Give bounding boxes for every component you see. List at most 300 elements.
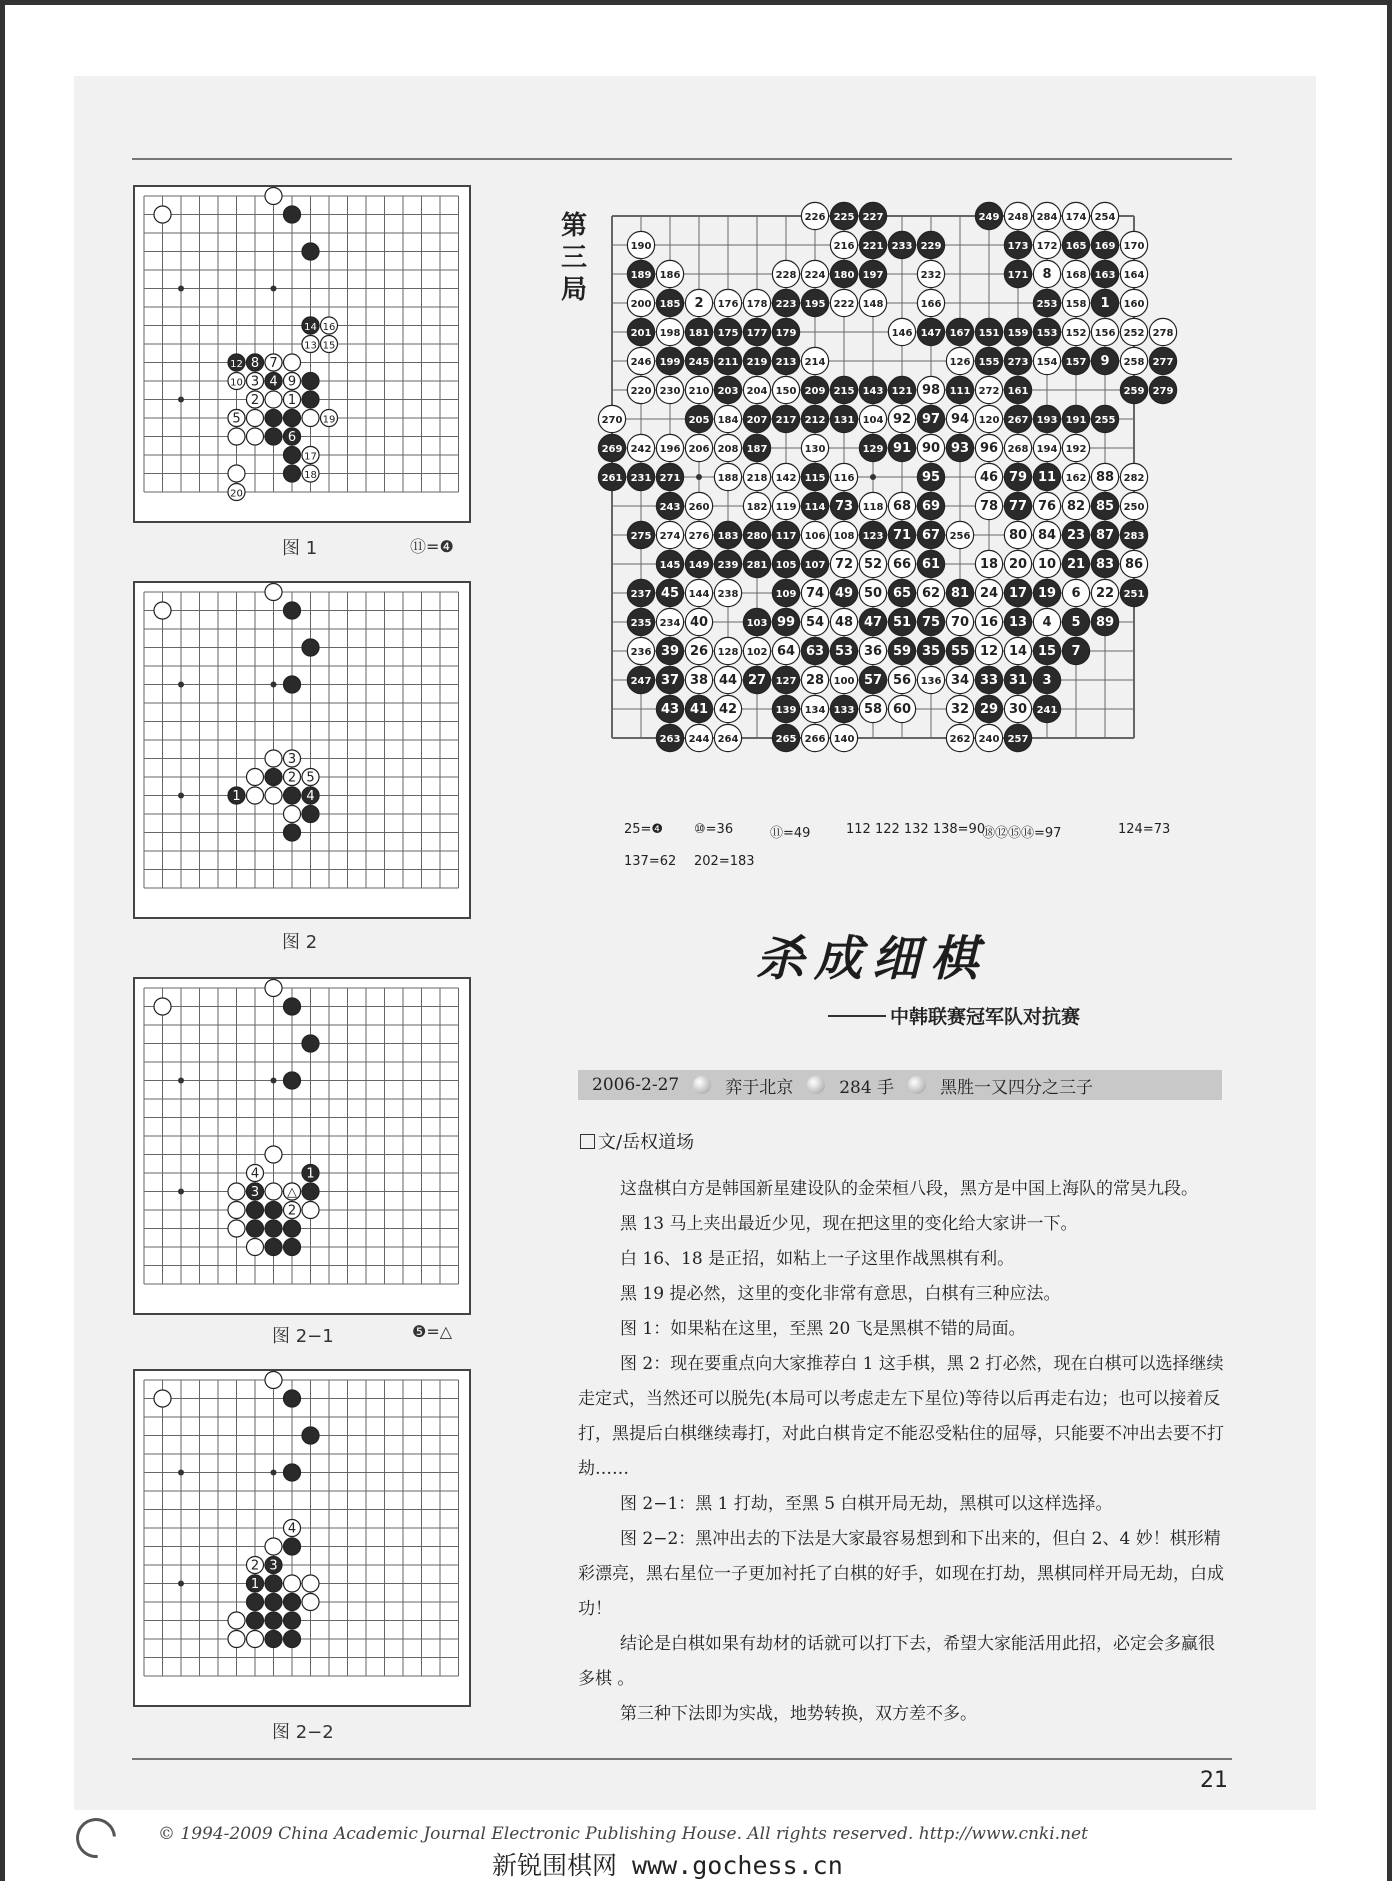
white-stone — [265, 1538, 282, 1555]
move-number: 158 — [1065, 299, 1087, 310]
black-stone — [283, 998, 300, 1015]
white-stone — [154, 602, 171, 619]
move-number: 5 — [1071, 615, 1081, 630]
move-number: 275 — [630, 531, 652, 542]
move-number: 241 — [1036, 705, 1058, 716]
move-number: 276 — [688, 531, 710, 542]
move-number: 1 — [1100, 296, 1110, 311]
article-subtitle: 中韩联赛冠军队对抗赛 — [890, 1006, 1081, 1028]
move-number: 98 — [921, 383, 941, 398]
move-number: 80 — [1008, 528, 1028, 543]
move-number: 8 — [1042, 267, 1052, 282]
black-stone — [302, 1183, 319, 1200]
header-rule — [132, 158, 1232, 160]
move-number: 206 — [688, 444, 710, 455]
move-number: 237 — [630, 589, 652, 600]
black-stone — [265, 1612, 282, 1629]
black-stone — [265, 1630, 282, 1647]
move-number: 2 — [250, 393, 260, 408]
move-number: 115 — [804, 473, 826, 484]
author-name: 文/岳权道场 — [598, 1132, 695, 1153]
move-number: 256 — [949, 531, 971, 542]
move-number: 185 — [659, 299, 681, 310]
move-number: 37 — [660, 673, 680, 688]
move-number: 131 — [833, 415, 855, 426]
author-line — [580, 1128, 694, 1154]
move-number: 184 — [717, 415, 739, 426]
game-note: 112 122 132 138=90 — [846, 822, 986, 837]
black-stone — [302, 1035, 319, 1052]
white-stone — [265, 1146, 282, 1163]
move-number: 236 — [630, 647, 652, 658]
move-number: 89 — [1095, 615, 1115, 630]
move-number: 203 — [717, 386, 739, 397]
move-number: 7 — [1071, 644, 1081, 659]
move-number: 46 — [979, 470, 999, 485]
move-number: 67 — [921, 528, 941, 543]
bullet-dot-icon — [908, 1076, 926, 1094]
move-number: 145 — [659, 560, 681, 571]
move-number: 54 — [805, 615, 825, 630]
move-number: 43 — [660, 702, 680, 717]
move-number: 84 — [1037, 528, 1057, 543]
move-number: 17 — [304, 451, 317, 463]
move-number: 6 — [287, 430, 297, 445]
move-number: 233 — [891, 241, 913, 252]
move-number: 52 — [863, 557, 883, 572]
move-number: 32 — [950, 702, 970, 717]
figure-2-1-note: ❺=△ — [412, 1322, 453, 1341]
move-number: 201 — [630, 328, 652, 339]
black-stone — [265, 428, 282, 445]
move-number: 181 — [688, 328, 710, 339]
move-number: 169 — [1094, 241, 1116, 252]
move-number: 210 — [688, 386, 710, 397]
black-stone — [283, 1072, 300, 1089]
star-point — [178, 397, 184, 403]
move-number: 83 — [1095, 557, 1115, 572]
black-stone — [283, 824, 300, 841]
move-number: 192 — [1065, 444, 1087, 455]
move-number: 104 — [862, 415, 884, 426]
move-number: 74 — [805, 586, 825, 601]
move-number: 134 — [804, 705, 826, 716]
move-number: 189 — [630, 270, 652, 281]
move-number: 281 — [746, 560, 768, 571]
move-number: 229 — [920, 241, 942, 252]
move-number: 4 — [287, 1521, 297, 1537]
move-number: 86 — [1124, 557, 1144, 572]
move-number: 163 — [1094, 270, 1116, 281]
white-stone — [265, 1183, 282, 1200]
move-number: 13 — [304, 340, 317, 352]
move-number: 10 — [1037, 557, 1057, 572]
move-number: 38 — [689, 673, 709, 688]
black-stone — [246, 1220, 263, 1237]
move-number: 166 — [920, 299, 942, 310]
white-stone — [302, 1575, 319, 1592]
move-number: 45 — [660, 586, 680, 601]
move-number: 247 — [630, 676, 652, 687]
move-number: 211 — [717, 357, 739, 368]
move-number: 4 — [306, 789, 315, 804]
bullet-dot-icon — [807, 1076, 825, 1094]
move-number: 187 — [746, 444, 768, 455]
move-number: 62 — [921, 586, 941, 601]
white-stone — [265, 979, 282, 996]
black-stone — [283, 676, 300, 693]
move-number: 39 — [660, 644, 680, 659]
move-number: 258 — [1123, 357, 1145, 368]
game-label: 第三局 — [560, 211, 587, 305]
move-number: 194 — [1036, 444, 1058, 455]
move-number: 232 — [920, 270, 942, 281]
move-number: 50 — [863, 586, 883, 601]
move-number: 227 — [862, 212, 884, 223]
move-number: 240 — [978, 734, 1000, 745]
black-stone — [265, 768, 282, 785]
move-number: 207 — [746, 415, 768, 426]
info-date: 2006-2-27 — [592, 1075, 680, 1095]
move-number: 222 — [833, 299, 855, 310]
move-number: 219 — [746, 357, 768, 368]
move-number: 193 — [1036, 415, 1058, 426]
move-number: 75 — [921, 615, 941, 630]
move-number: 161 — [1007, 386, 1029, 397]
diagram-figure-2-2 — [134, 1370, 470, 1706]
paragraph: 图 2：现在要重点向大家推荐白 1 这手棋，黑 2 打必然，现在白棋可以选择继续走定式，当然还可以脱先(本局可以考虑走左下星位)等待以后再走右边；也可以接着反打，黑提后白棋继续毒打，对此白棋肯定不能忍受粘住的屈辱，只能要不冲出去要不打劫…… — [578, 1354, 1224, 1479]
move-number: 176 — [717, 299, 739, 310]
move-number: 270 — [601, 415, 623, 426]
move-number: 3 — [1042, 673, 1052, 688]
page-number: 21 — [1200, 1768, 1228, 1793]
black-stone — [283, 1238, 300, 1255]
diagram-figure-2-1 — [134, 978, 470, 1314]
move-number: 283 — [1123, 531, 1145, 542]
black-stone — [283, 1390, 300, 1407]
move-number: 19 — [322, 414, 336, 426]
move-number: 33 — [979, 673, 999, 688]
move-number: 59 — [892, 644, 912, 659]
white-stone — [302, 1201, 319, 1218]
move-number: 41 — [689, 702, 709, 717]
move-number: 204 — [746, 386, 768, 397]
white-stone — [283, 354, 300, 371]
move-number: 107 — [804, 560, 826, 571]
move-number: 139 — [775, 705, 797, 716]
paragraph: 这盘棋白方是韩国新星建设队的金荣桓八段，黑方是中国上海队的常昊九段。 — [620, 1179, 1198, 1199]
white-stone — [265, 750, 282, 767]
paragraph: 黑 19 提必然，这里的变化非常有意思，白棋有三种应法。 — [620, 1284, 1061, 1304]
move-number: 69 — [921, 499, 941, 514]
move-number: 165 — [1065, 241, 1087, 252]
move-number: 90 — [921, 441, 941, 456]
black-stone — [265, 409, 282, 426]
move-number: 212 — [804, 415, 826, 426]
figure-2-1-caption: 图 2−1 — [272, 1326, 334, 1347]
publisher-logo-icon — [68, 1810, 124, 1866]
move-number: 26 — [689, 644, 709, 659]
move-number: 254 — [1094, 212, 1116, 223]
move-number: 253 — [1036, 299, 1058, 310]
move-number: 118 — [862, 502, 884, 513]
white-stone — [154, 1390, 171, 1407]
figure-2-caption: 图 2 — [282, 932, 318, 953]
move-number: 188 — [717, 473, 739, 484]
move-number: 271 — [659, 473, 681, 484]
move-number: 27 — [747, 673, 767, 688]
black-stone — [265, 1220, 282, 1237]
move-number: 128 — [717, 647, 739, 658]
star-point — [696, 474, 702, 480]
move-number: 24 — [979, 586, 999, 601]
black-stone — [302, 243, 319, 260]
move-number: 142 — [775, 473, 797, 484]
white-stone — [265, 583, 282, 600]
move-number: 23 — [1066, 528, 1086, 543]
white-stone — [154, 998, 171, 1015]
game-info-bar — [578, 1070, 1222, 1100]
black-stone — [283, 1593, 300, 1610]
move-number: 5 — [306, 770, 315, 786]
black-stone — [283, 1220, 300, 1237]
move-number: 3 — [269, 1558, 278, 1574]
move-number: 248 — [1007, 212, 1029, 223]
move-number: 121 — [891, 386, 913, 397]
move-number: 64 — [776, 644, 796, 659]
move-number: 127 — [775, 676, 797, 687]
move-number: 177 — [746, 328, 768, 339]
move-number: 259 — [1123, 386, 1145, 397]
star-point — [178, 1078, 184, 1084]
paragraph: 第三种下法即为实战，地势转换，双方差不多。 — [620, 1704, 977, 1724]
move-number: 255 — [1094, 415, 1116, 426]
move-number: 13 — [1008, 615, 1028, 630]
move-number: 260 — [688, 502, 710, 513]
move-number: 1 — [232, 789, 241, 804]
move-number: 100 — [833, 676, 855, 687]
game-note: 25=❹ — [624, 822, 664, 837]
white-stone — [228, 1201, 245, 1218]
move-number: 97 — [921, 412, 941, 427]
move-number: 239 — [717, 560, 739, 571]
move-number: 182 — [746, 502, 768, 513]
move-number: 245 — [688, 357, 710, 368]
move-number: 2 — [287, 770, 297, 786]
move-number: 149 — [688, 560, 710, 571]
move-number: 82 — [1066, 499, 1086, 514]
black-stone — [246, 1201, 263, 1218]
move-number: 215 — [833, 386, 855, 397]
move-number: 249 — [978, 212, 1000, 223]
move-number: 146 — [891, 328, 913, 339]
move-number: 153 — [1036, 328, 1058, 339]
black-stone — [302, 1427, 319, 1444]
move-number: 87 — [1095, 528, 1115, 543]
move-number: 175 — [717, 328, 739, 339]
white-stone — [265, 1371, 282, 1388]
move-number: 226 — [804, 212, 826, 223]
white-stone — [228, 1630, 245, 1647]
move-number: 221 — [862, 241, 884, 252]
move-number: 63 — [805, 644, 825, 659]
subtitle-dash — [828, 1015, 886, 1017]
move-number: 157 — [1065, 357, 1087, 368]
paragraph: 图 2−1：黑 1 打劫，至黑 5 白棋开局无劫，黑棋可以这样选择。 — [620, 1494, 1113, 1514]
move-number: 105 — [775, 560, 797, 571]
square-icon — [580, 1134, 595, 1149]
move-number: 147 — [920, 328, 942, 339]
paragraph: 图 2−2：黑冲出去的下法是大家最容易想到和下出来的，但白 2、4 妙！棋形精彩漂亮，黑右星位一子更加衬托了白棋的好手，如现在打劫，黑棋同样开局无劫，白成功！ — [578, 1529, 1224, 1619]
move-number: 159 — [1007, 328, 1029, 339]
white-stone — [228, 1220, 245, 1237]
move-number: 263 — [659, 734, 681, 745]
move-number: 140 — [833, 734, 855, 745]
move-number: 274 — [659, 531, 681, 542]
move-number: 213 — [775, 357, 797, 368]
move-number: 272 — [978, 386, 1000, 397]
star-point — [870, 474, 876, 480]
move-number: 3 — [250, 1185, 260, 1200]
move-number: 262 — [949, 734, 971, 745]
move-number: 96 — [979, 441, 999, 456]
white-stone — [283, 1575, 300, 1592]
board-background — [134, 978, 470, 1314]
move-number: 58 — [863, 702, 883, 717]
move-number: 1 — [250, 1577, 260, 1592]
move-number: 154 — [1036, 357, 1058, 368]
move-number: 119 — [775, 502, 797, 513]
move-number: 2 — [287, 1203, 297, 1219]
move-number: 16 — [979, 615, 999, 630]
move-number: 60 — [892, 702, 912, 717]
move-number: 9 — [1100, 354, 1110, 369]
move-number: 266 — [804, 734, 826, 745]
black-stone — [283, 409, 300, 426]
diagram-figure-1 — [134, 186, 470, 522]
move-number: 126 — [949, 357, 971, 368]
copyright-notice: © 1994-2009 China Academic Journal Electronic Publishing House. All rights reserved. http://www.cnki.net — [158, 1824, 1088, 1844]
move-number: 4 — [1042, 615, 1052, 630]
move-number: 230 — [659, 386, 681, 397]
move-number: 171 — [1007, 270, 1029, 281]
move-number: 68 — [892, 499, 912, 514]
move-number: 14 — [1008, 644, 1028, 659]
move-number: 34 — [950, 673, 970, 688]
white-stone — [265, 187, 282, 204]
black-stone — [283, 1612, 300, 1629]
white-stone — [228, 465, 245, 482]
move-number: 21 — [1066, 557, 1086, 572]
move-number: 130 — [804, 444, 826, 455]
black-stone — [283, 1630, 300, 1647]
move-number: 167 — [949, 328, 971, 339]
move-number: 3 — [250, 374, 260, 390]
move-number: 108 — [833, 531, 855, 542]
star-point — [178, 682, 184, 688]
white-stone — [302, 409, 319, 426]
black-stone — [283, 1464, 300, 1481]
move-number: 15 — [322, 340, 336, 352]
star-point — [178, 286, 184, 292]
move-number: 223 — [775, 299, 797, 310]
move-number: 155 — [978, 357, 1000, 368]
move-number: 273 — [1007, 357, 1029, 368]
move-number: 183 — [717, 531, 739, 542]
move-number: 150 — [775, 386, 797, 397]
move-number: 156 — [1094, 328, 1116, 339]
black-stone — [246, 1593, 263, 1610]
move-number: 144 — [688, 589, 710, 600]
black-stone — [302, 639, 319, 656]
move-number: 152 — [1065, 328, 1087, 339]
white-stone — [283, 805, 300, 822]
move-number: 174 — [1065, 212, 1087, 223]
move-number: 246 — [630, 357, 652, 368]
move-number: 6 — [1071, 586, 1081, 601]
move-number: 178 — [746, 299, 768, 310]
move-number: 267 — [1007, 415, 1029, 426]
move-number: △ — [287, 1185, 297, 1200]
move-number: 111 — [949, 386, 971, 397]
move-number: 235 — [630, 618, 652, 629]
white-stone — [302, 1593, 319, 1610]
black-stone — [302, 372, 319, 389]
game-note: 124=73 — [1118, 822, 1171, 837]
move-number: 16 — [322, 322, 336, 333]
move-number: 279 — [1152, 386, 1174, 397]
paragraph: 白 16、18 是正招，如粘上一子这里作战黑棋有利。 — [620, 1249, 1015, 1269]
move-number: 29 — [979, 702, 999, 717]
move-number: 40 — [689, 615, 709, 630]
white-stone — [228, 1612, 245, 1629]
move-number: 56 — [892, 673, 912, 688]
move-number: 190 — [630, 241, 652, 252]
game-note: ⑩=36 — [694, 822, 734, 837]
move-number: 9 — [287, 374, 297, 390]
black-stone — [246, 1612, 263, 1629]
move-number: 10 — [230, 377, 243, 389]
move-number: 198 — [659, 328, 681, 339]
move-number: 143 — [862, 386, 884, 397]
move-number: 196 — [659, 444, 681, 455]
white-stone — [246, 428, 263, 445]
move-number: 5 — [232, 411, 241, 427]
star-point — [178, 1470, 184, 1476]
move-number: 65 — [892, 586, 912, 601]
move-number: 1 — [306, 1166, 315, 1182]
white-stone — [228, 1183, 245, 1200]
white-stone — [265, 391, 282, 408]
move-number: 168 — [1065, 270, 1087, 281]
article-title: 杀成细棋 — [756, 931, 989, 987]
star-point — [271, 1470, 277, 1476]
black-stone — [265, 1593, 282, 1610]
white-stone — [154, 206, 171, 223]
move-number: 173 — [1007, 241, 1029, 252]
move-number: 208 — [717, 444, 739, 455]
move-number: 116 — [833, 473, 855, 484]
move-number: 224 — [804, 270, 826, 281]
move-number: 14 — [304, 322, 317, 333]
move-number: 18 — [304, 470, 317, 481]
move-number: 15 — [1037, 644, 1057, 659]
star-point — [271, 1078, 277, 1084]
move-number: 57 — [863, 673, 883, 688]
move-number: 3 — [287, 752, 297, 767]
diagram-figure-2 — [134, 582, 470, 918]
move-number: 47 — [863, 615, 883, 630]
